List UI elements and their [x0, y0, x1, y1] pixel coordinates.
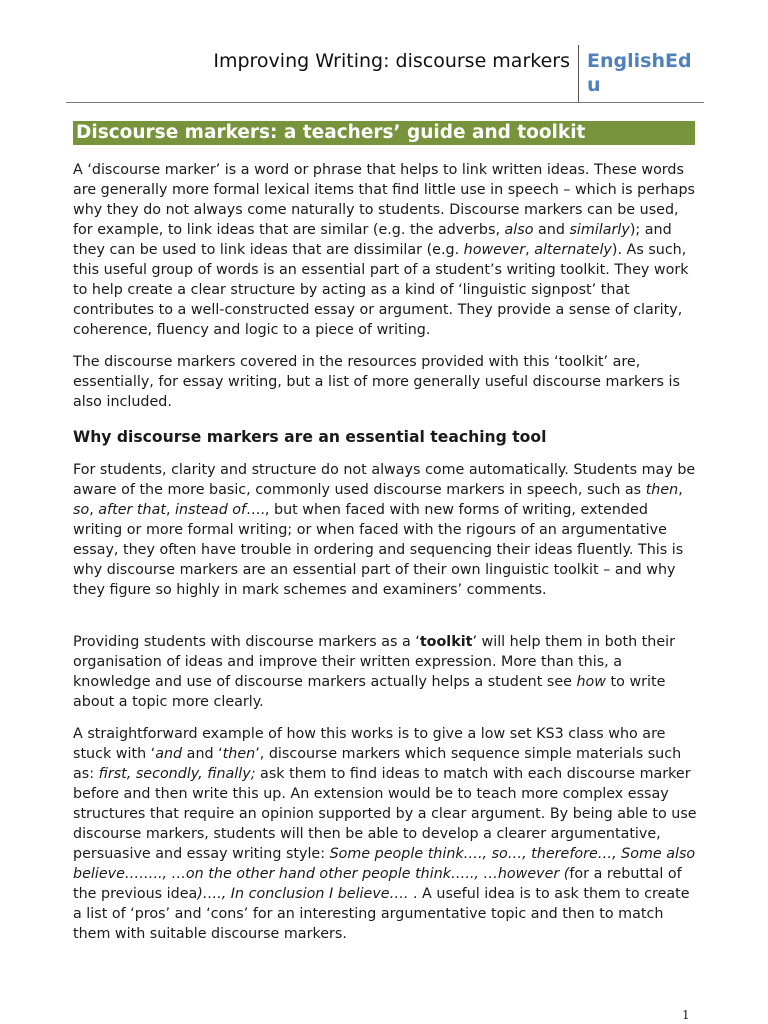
italic-term: instead of — [175, 502, 247, 518]
text-run: …., but when faced with new forms of writing, extended writing or more formal writing; or when faced with the rigours of an argumentative essay, they often have trouble in ordering and sequencing their ideas fluently. This is why discourse markers are an essential part of their own linguistic toolkit – and why they figure so highly in mark schemes and examiners’ comments. — [73, 502, 684, 598]
italic-term: then — [645, 482, 679, 498]
text-run: to write about a topic more clearly. — [73, 674, 666, 710]
text-run: ). As such, this useful group of words is an essential part of a student’s writing toolkit. They work to help create a clear structure by acting as a kind of ‘linguistic signpost’ that contributes to a well-constructed essay or argument. They provide a sense of clarity, coherence, fluency and logic to a piece of writing. — [73, 242, 689, 338]
italic-term: and — [155, 746, 183, 762]
text-run: , — [525, 242, 535, 258]
paragraph-toolkit-benefit — [73, 632, 701, 712]
italic-term: alternately — [534, 242, 612, 258]
text-run: Providing students with discourse markers as a ‘ — [73, 634, 420, 650]
paragraph-clarity — [73, 460, 701, 600]
section-subheading: Why discourse markers are an essential teaching tool — [73, 428, 547, 446]
header-divider — [578, 45, 579, 103]
text-run: ’ will help them in both their organisation of ideas and improve their written expression. More than this, a knowledge and use of discourse markers actually helps a student see — [73, 634, 675, 690]
header-rule — [66, 102, 704, 103]
text-run: and — [533, 222, 570, 238]
italic-term: however — [463, 242, 526, 258]
italic-term: Some people think…., so…, therefore…, Some also believe…….., …on the other hand other people think….., …however ( — [73, 846, 696, 882]
text-run: , — [678, 482, 683, 498]
text-run: A straightforward example of how this works is to give a low set KS3 class who are stuck with ‘ — [73, 726, 666, 762]
bold-term: toolkit — [419, 634, 473, 650]
italic-term: first, secondly, finally; — [98, 766, 256, 782]
text-run: , — [89, 502, 99, 518]
text-run: . A useful idea is to ask them to create a list of ‘pros’ and ‘cons’ for an interesting argumentative topic and then to match them with suitable discourse markers. — [73, 886, 690, 942]
italic-term: similarly — [569, 222, 630, 238]
italic-term: so — [73, 502, 90, 518]
section-banner-title: Discourse markers: a teachers’ guide and toolkit — [73, 121, 695, 145]
paragraph-toolkit-scope: The discourse markers covered in the resources provided with this ‘toolkit’ are, essentially, for essay writing, but a list of more generally useful discourse markers is also included. — [73, 354, 680, 410]
text-run: , — [165, 502, 176, 518]
italic-term: how — [576, 674, 606, 690]
page-number: 1 — [682, 1008, 690, 1022]
text-run: For students, clarity and structure do not always come automatically. Students may be aware of the more basic, commonly used discourse markers in speech, such as — [73, 462, 696, 498]
paragraph-example — [73, 724, 701, 944]
document-title: Improving Writing: discourse markers — [213, 50, 570, 72]
text-run: A ‘discourse marker’ is a word or phrase that helps to link written ideas. These words are generally more formal lexical items that find little use in speech – which is perhaps why they do not always come naturally to students. Discourse markers can be used, for example, to link ideas that are similar (e.g. the adverbs, — [73, 162, 695, 238]
text-run: for a rebuttal of the previous idea — [73, 866, 682, 902]
text-run: ); and they can be used to link ideas that are dissimilar (e.g. — [73, 222, 672, 258]
text-run: ask them to find ideas to match with each discourse marker before and then write this up. An extension would be to teach more complex essay structures that require an opinion supported by a clear argument. By being able to use discourse markers, students will then be able to develop a clearer argumentative, persuasive and essay writing style: — [73, 766, 697, 862]
brand-logo-text: EnglishEdu — [587, 50, 692, 96]
paragraph-intro — [73, 160, 701, 340]
text-run: ’, discourse markers which sequence simple materials such as: — [73, 746, 682, 782]
italic-term: )…., In conclusion I believe…. — [197, 886, 409, 902]
text-run: and ‘ — [182, 746, 223, 762]
italic-term: then — [222, 746, 256, 762]
italic-term: also — [504, 222, 534, 238]
italic-term: after that — [98, 502, 166, 518]
